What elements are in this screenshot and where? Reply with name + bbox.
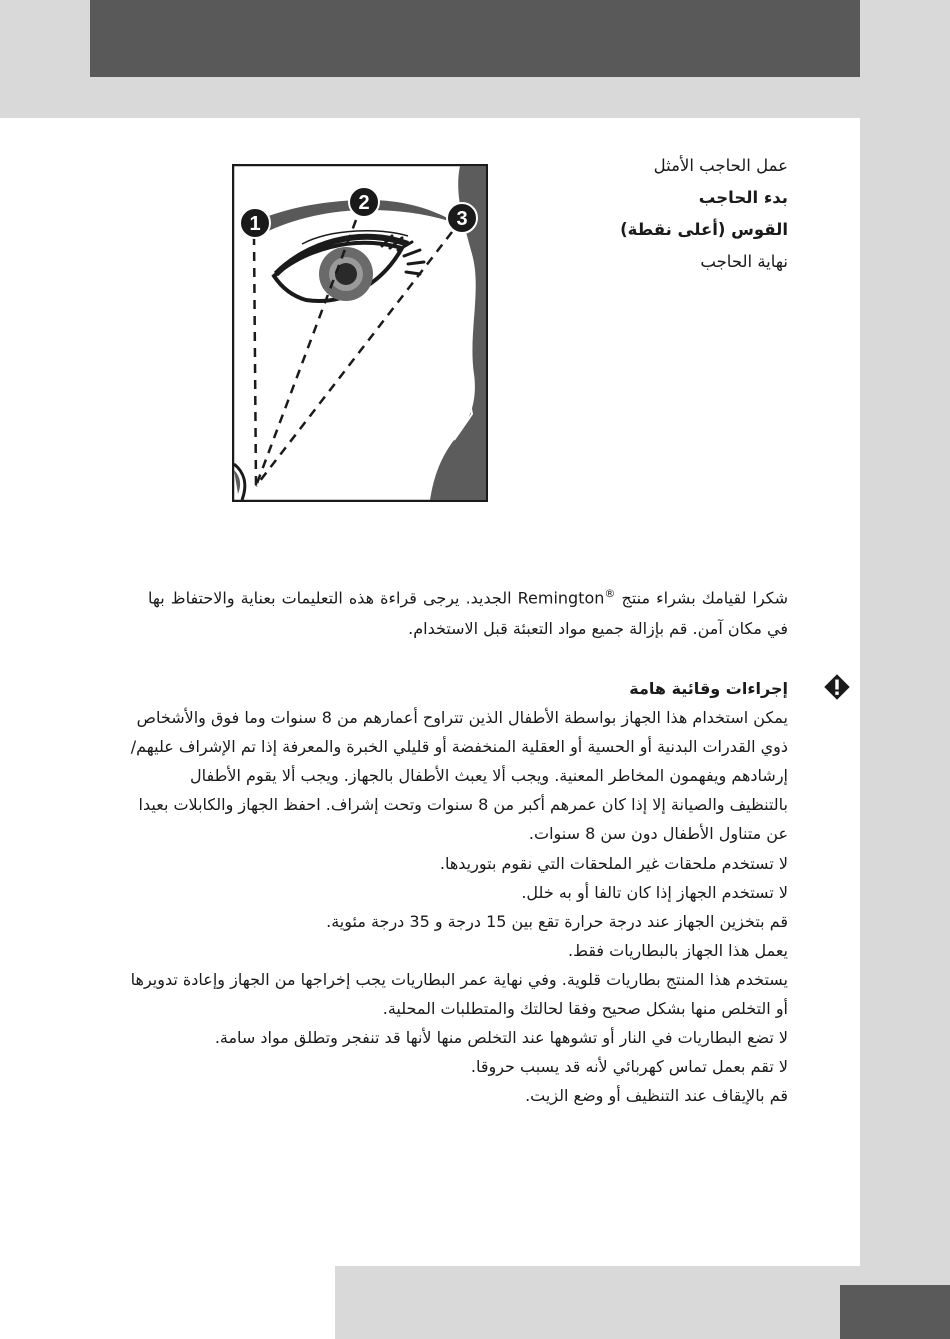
marker-1 (240, 208, 270, 238)
safety-title: إجراءات وقائية هامة (629, 679, 788, 698)
registered-mark: ® (604, 587, 616, 600)
intro-paragraph (148, 578, 788, 644)
legend-start: بدء الحاجب (698, 188, 788, 207)
intro-before: شكرا لقيامك بشراء منتج (621, 588, 789, 608)
warning-icon (822, 672, 852, 702)
marker-3 (447, 203, 477, 233)
brand-name: Remington (517, 588, 605, 608)
legend-title: عمل الحاجب الأمثل (653, 156, 788, 175)
safety-item: يمكن استخدام هذا الجهاز بواسطة الأطفال الذين تتراوح أعمارهم من 8 سنوات وما فوق والأشخاص ذوي القدرات البدنية أو الحسية أو العقلية المنخفضة أو قليلي الخبرة والمعرفة إذا تم الإشراف عليهم/إرشادهم ويفهمون المخاطر المعنية. ويجب ألا يعبث الأطفال بالجهاز. ويجب ألا يقوم الأطفال بالتنظيف والصيانة إلا إذا كان عمرهم أكبر من 8 سنوات وتحت إشراف. احفظ الجهاز والكابلات بعيدا عن متناول الأطفال دون سن 8 سنوات. (130, 708, 788, 844)
intro-after: الجديد. يرجى قراءة هذه التعليمات بعناية والاحتفاظ بها في مكان آمن. قم بإزالة جميع مواد التعبئة قبل الاستخدام. (148, 588, 788, 639)
marker-2 (349, 187, 379, 217)
safety-section (128, 674, 788, 1110)
svg-text:1: 1 (249, 213, 261, 235)
svg-text:3: 3 (456, 208, 468, 230)
safety-item: لا تستخدم ملحقات غير الملحقات التي نقوم بتوريدها. (439, 853, 788, 873)
eyebrow-diagram (232, 164, 488, 502)
legend-arch: القوس (أعلى نقطة) (620, 220, 788, 239)
eyebrow-legend (548, 150, 788, 278)
safety-item: لا تضع البطاريات في النار أو تشوهها عند التخلص منها لأنها قد تنفجر وتطلق مواد سامة. (214, 1028, 788, 1048)
safety-item: لا تستخدم الجهاز إذا كان تالفا أو به خلل. (521, 882, 788, 902)
legend-end: نهاية الحاجب (700, 252, 788, 271)
page-corner-tab (840, 1285, 950, 1339)
svg-text:2: 2 (358, 192, 370, 214)
safety-item: لا تقم بعمل تماس كهربائي لأنه قد يسبب حروقا. (470, 1057, 788, 1077)
safety-item: قم بتخزين الجهاز عند درجة حرارة تقع بين 15 درجة و 35 درجة مئوية. (326, 911, 788, 931)
safety-item: يستخدم هذا المنتج بطاريات قلوية. وفي نهاية عمر البطاريات يجب إخراجها من الجهاز وإعادة تدويرها أو التخلص منها بشكل صحيح وفقا لحالتك والمتطلبات المحلية. (130, 969, 788, 1019)
safety-item: قم بالإيقاف عند التنظيف أو وضع الزيت. (525, 1086, 788, 1106)
safety-item: يعمل هذا الجهاز بالبطاريات فقط. (568, 940, 788, 960)
header-band (90, 0, 860, 77)
